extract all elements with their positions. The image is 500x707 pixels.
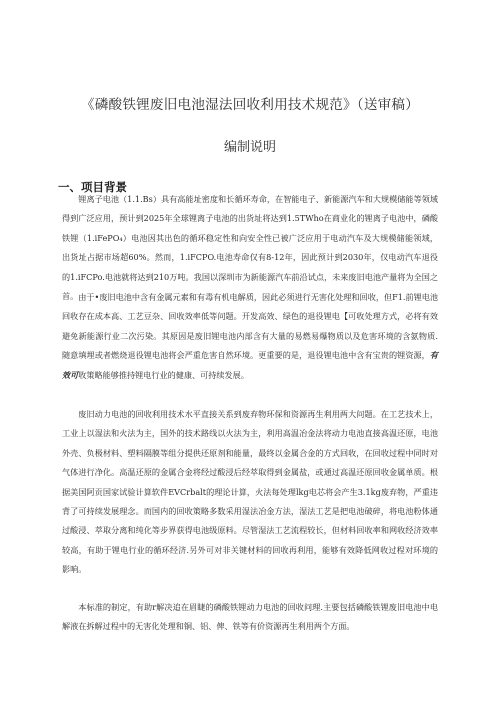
paragraph-text: 收策略能够推持锂电行业的健康、可持续发展。 bbox=[78, 369, 249, 380]
section-heading: 一、项目背景 bbox=[58, 180, 127, 194]
paragraph-recycling-technology: 废旧动力电池的回收利用技术水平直接关系到废弃物环保和资源再生利用两大问题。在工艺技术上，工业上以湿法和火法为主，国外的技术路线以火法为主，利用高温冶金法将动力电池直接高温还原，电池外壳、负极材料、塑料隔膜等组分提供还原剂和能量，最终以金属合金的方式回收，在回收过程中同时对气体进行净化。高温还原的金属合金将经过酸浸后经萃取得到金属盐，或通过高温还原回收金属单质。根据美国阿贡国家试验计算软件EVCrbalt的理论计算，火法每处理lkg电芯将会产生3.1kg废弃物，严重违背了可持续发展理念。而国内的回收策略多数采用湿法冶金方法，湿法工艺是把电池破碎，将电池粉体通过酸浸、萃取分离和纯化等步界获得电池级原料。尽管湿法工艺流程较长，但材料回收率和网收经济效率较高，有助于锂电行业的循环经济.另外可对非关键材料的回收再利用，能够有效降低网收过程对环境的影响。 bbox=[62, 409, 438, 575]
paragraph-recycling-necessity bbox=[62, 288, 438, 385]
emphasized-text: 有效可 bbox=[62, 350, 438, 380]
document-title: 《磷酸铁锂废旧电池湿法回收利用技术规范》（送审稿） bbox=[80, 97, 420, 113]
paragraph-battery-overview: 锂离子电池（1.1.Bs）具有高能址密度和长循环寿命，在智能电子、新能源汽车和大规模储能等领域得到广泛应用，预计到2025年全球锂离子电池的出货址将达到1.5TWho在商业化的锂离子电池中，磷酸铁锂（1.iFePO₄）电池因其出色的循环稳定性和向安全性已被广泛应用于电动汽车及大规模储能领域，出货址占据市场超60%。然而，1.iFCPO.电池寿命仅有8-12年，因此预计到2030年，仅电动汽车退役的1.iFCPo.电池就将达到210万吨。我国以深圳市为新能源汽车前沿试点，未来废旧电池产量将为全国之首。 bbox=[62, 194, 438, 302]
paragraph-text: 由于•废旧电池中含有金属元素和有毒有机电解质，因此必须进行无害化处理和回收，但F1.前锂电池回收存在成本高、工艺豆杂、回收效率低等问题。开发高效、绿色的退役锂电【可收处理方式，必将有效避免新能源行业二次污染。其原因是废旧锂电池内部含有大量的易燃易爆物质以及危害环境的含氨物质.随意填埋或者燃烧退役锂电池将会严重危害自然环境。更重要的是，退役锂电池中含有宝贵的锂资源， bbox=[62, 292, 438, 361]
document-subtitle: 编制说明 bbox=[223, 140, 276, 155]
paragraph-standard-purpose: 本标准的制定，有助r解决追在眉睫的磷酸铁锂动力电池的回收问理.主要包括磷酸铁锂废旧电池中电解液在拆解过程中的无害化处理和铜、铝、俾、铁等有价资源再生利用两个方面。 bbox=[62, 602, 438, 632]
